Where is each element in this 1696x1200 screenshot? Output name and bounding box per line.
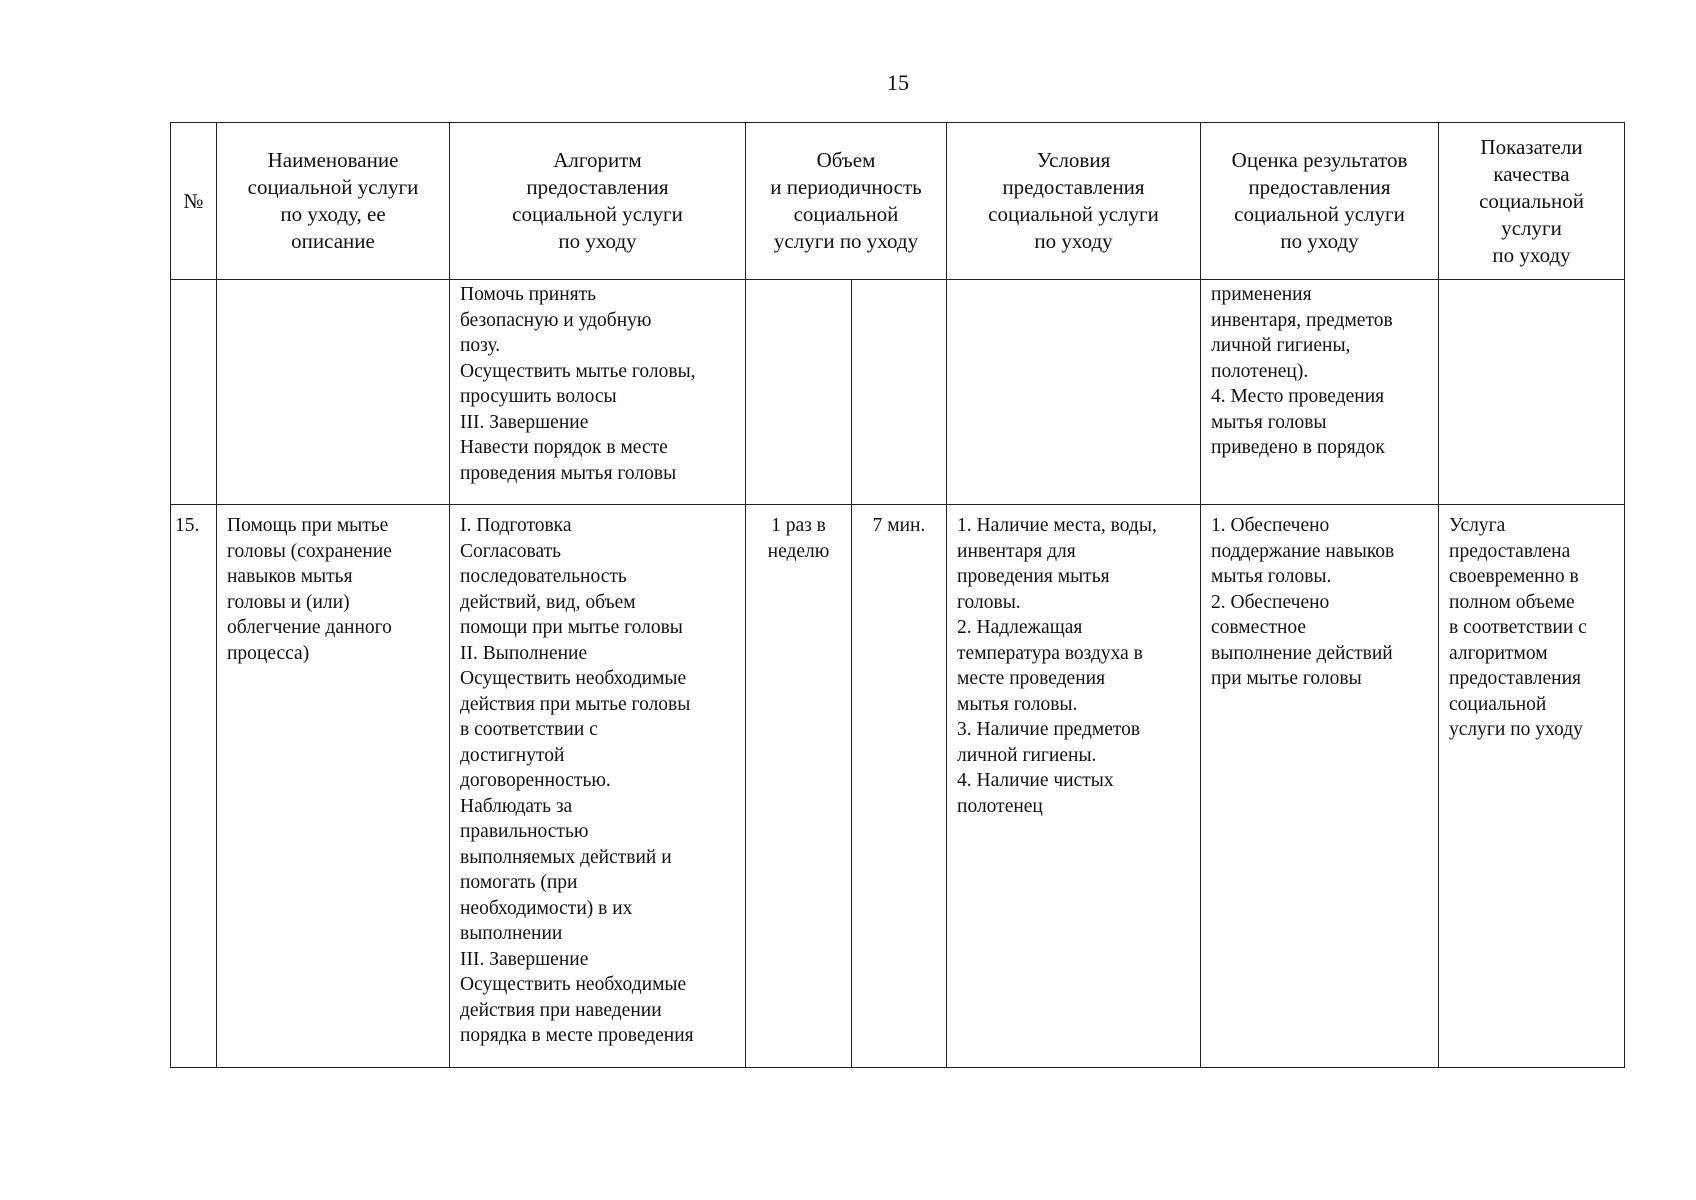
cell-periodicity: 1 раз в неделю bbox=[746, 505, 852, 1068]
header-number: № bbox=[171, 123, 217, 280]
cell-empty bbox=[746, 280, 852, 505]
cell-empty bbox=[1439, 280, 1625, 505]
page-number: 15 bbox=[887, 70, 909, 95]
cell-number: 15. bbox=[171, 505, 217, 1068]
services-table bbox=[170, 122, 1625, 1068]
header-volume: Объем и периодичность социальной услуги по уходу bbox=[746, 123, 947, 280]
header-conditions: Условия предоставления социальной услуги по уходу bbox=[947, 123, 1201, 280]
cell-empty bbox=[171, 280, 217, 505]
header-quality: Показатели качества социальной услуги по уходу bbox=[1439, 123, 1625, 280]
cell-algorithm: Помочь принять безопасную и удобную позу. Осуществить мытье головы, просушить волосы III. Завершение Навести порядок в месте проведения мытья головы bbox=[450, 280, 746, 505]
cell-empty bbox=[217, 280, 450, 505]
cell-quality: Услуга предоставлена своевременно в полном объеме в соответствии с алгоритмом предоставления социальной услуги по уходу bbox=[1439, 505, 1625, 1068]
cell-empty bbox=[852, 280, 947, 505]
table-row bbox=[171, 505, 1625, 1068]
cell-empty bbox=[947, 280, 1201, 505]
cell-evaluation: применения инвентаря, предметов личной гигиены, полотенец). 4. Место проведения мытья головы приведено в порядок bbox=[1201, 280, 1439, 505]
cell-evaluation: 1. Обеспечено поддержание навыков мытья головы. 2. Обеспечено совместное выполнение действий при мытье головы bbox=[1201, 505, 1439, 1068]
table-row-continuation bbox=[171, 280, 1625, 505]
header-algorithm: Алгоритм предоставления социальной услуги по уходу bbox=[450, 123, 746, 280]
cell-algorithm: I. Подготовка Согласовать последовательность действий, вид, объем помощи при мытье головы II. Выполнение Осуществить необходимые действия при мытье головы в соответствии с достигнутой договоренностью. Наблюдать за правильностью выполняемых действий и помогать (при необходимости) в их выполнении III. Завершение Осуществить необходимые действия при наведении порядка в месте проведения bbox=[450, 505, 746, 1068]
cell-conditions: 1. Наличие места, воды, инвентаря для проведения мытья головы. 2. Надлежащая температура воздуха в месте проведения мытья головы. 3. Наличие предметов личной гигиены. 4. Наличие чистых полотенец bbox=[947, 505, 1201, 1068]
table-header-row bbox=[171, 123, 1625, 280]
header-service-name: Наименование социальной услуги по уходу, ее описание bbox=[217, 123, 450, 280]
cell-duration: 7 мин. bbox=[852, 505, 947, 1068]
header-evaluation: Оценка результатов предоставления социальной услуги по уходу bbox=[1201, 123, 1439, 280]
cell-service-name: Помощь при мытье головы (сохранение навыков мытья головы и (или) облегчение данного процесса) bbox=[217, 505, 450, 1068]
